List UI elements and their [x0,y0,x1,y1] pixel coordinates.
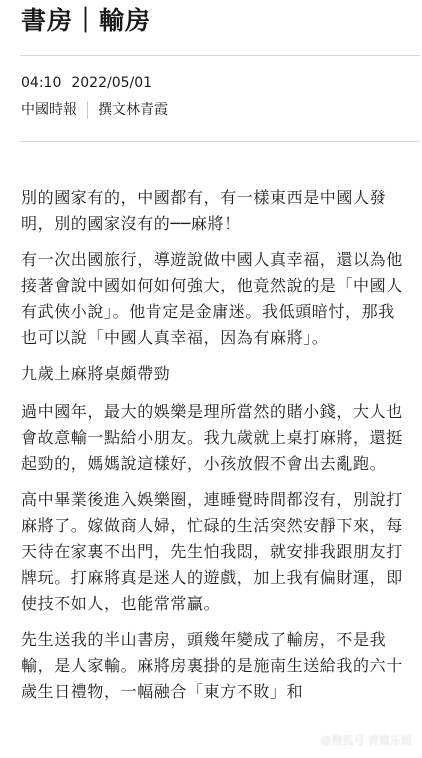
paragraph: 高中畢業後進入娛樂圈，連睡覺時間都沒有，別說打麻將了。嫁做商人婦，忙碌的生活突然安靜下來，每天待在家裏不出門，先生怕我悶，就安排我跟朋友打牌玩。打麻將真是迷人的遊戲，加上我有偏財運，即使技不如人，也能常常贏。 [21,490,403,613]
publish-time: 04:10 [21,75,62,91]
sohu-logo-icon [306,736,317,747]
paragraph: 過中國年，最大的娛樂是理所當然的賭小錢，大人也會故意輸一點給小朋友。我九歲就上桌打麻將，還挺起勁的，媽媽說這樣好，小孩放假不會出去亂跑。 [21,402,403,473]
publish-datetime [21,73,152,93]
article-title: 書房｜輸房 [21,6,152,35]
meta-divider [20,141,420,142]
byline [21,100,168,120]
byline-separator [87,101,88,119]
watermark-text: @搜狐号 青霞乐姐 [320,734,412,747]
author-name: 撰文林青霞 [98,102,168,118]
watermark [306,734,413,748]
paragraph: 別的國家有的，中國都有，有一樣東西是中國人發明，別的國家沒有的──麻將！ [21,188,387,233]
publish-date: 2022/05/01 [71,75,153,91]
paragraph: 先生送我的半山書房，頭幾年變成了輸房，不是我輸，是人家輸。麻將房裏掛的是施南生送給我的六十歲生日禮物，一幅融合「東方不敗」和 [21,630,403,701]
title-divider [20,55,420,56]
section-subheading: 九歲上麻將桌頗帶勁 [21,364,171,383]
source-name[interactable]: 中國時報 [21,102,77,118]
article-body [21,185,411,715]
paragraph: 有一次出國旅行，導遊說做中國人真幸福，還以為他接著會說中國如何如何強大，他竟然說的是「中國人有武俠小說」。他肯定是金庸迷。我低頭暗忖，那我也可以說「中國人真幸福，因為有麻將」。 [21,250,403,347]
